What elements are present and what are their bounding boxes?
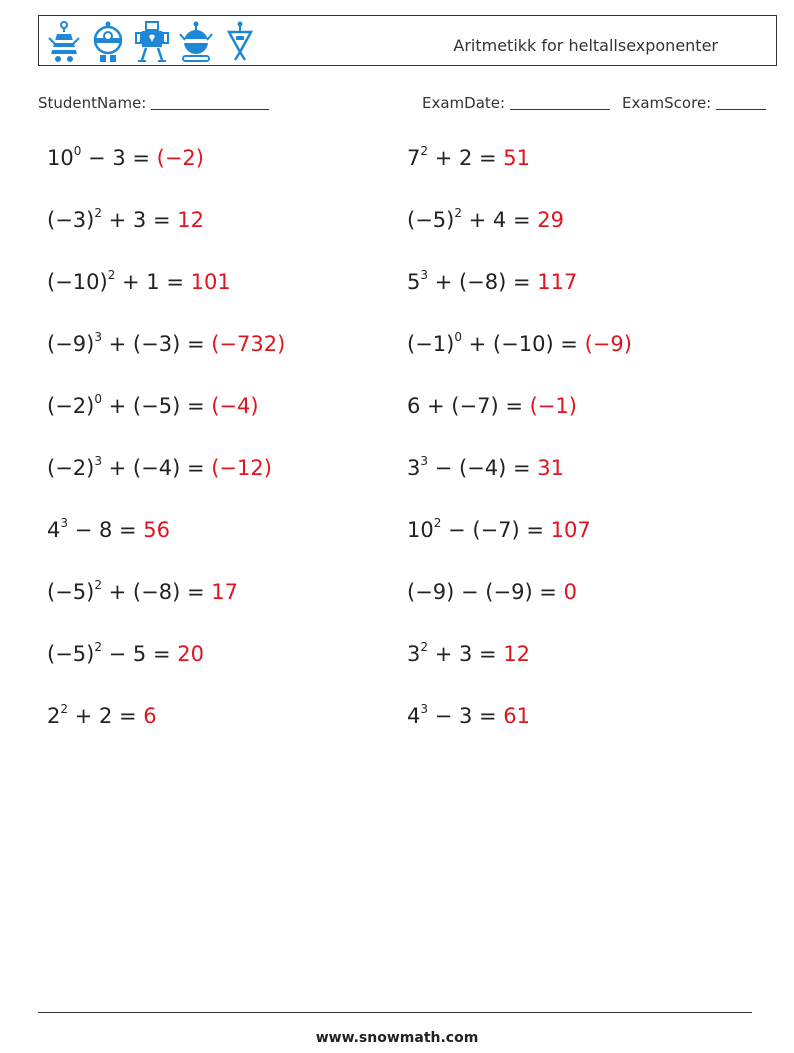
problem-exponent: 3 xyxy=(420,702,429,716)
problem-base: (−2) xyxy=(47,456,95,480)
header-box xyxy=(38,15,777,66)
problem-expression: − (−7) = xyxy=(441,518,551,542)
problem-answer: 12 xyxy=(503,642,531,666)
problem-exponent: 2 xyxy=(94,640,102,654)
robot-icon-2 xyxy=(91,20,125,64)
problem-base: 10 xyxy=(47,146,74,170)
problem-base: 4 xyxy=(407,704,421,728)
problem-answer: 20 xyxy=(177,642,204,666)
problem-base: 4 xyxy=(47,518,61,542)
problem-item xyxy=(47,456,272,480)
footer-divider xyxy=(38,1012,752,1013)
problem-answer: (−12) xyxy=(211,456,272,480)
problem-base: 5 xyxy=(407,270,421,294)
problem-answer: (−9) xyxy=(584,332,632,356)
problem-answer: 0 xyxy=(563,580,577,604)
problem-item xyxy=(47,518,170,542)
robot-icon-1 xyxy=(47,20,81,64)
problem-exponent: 0 xyxy=(73,144,82,158)
problem-answer: 61 xyxy=(503,704,531,728)
problem-item xyxy=(407,208,564,232)
problem-answer: (−4) xyxy=(211,394,259,418)
problem-expression: − 8 = xyxy=(68,518,144,542)
problem-expression: + (−8) = xyxy=(101,580,212,604)
problem-item xyxy=(47,580,238,604)
problem-exponent: 2 xyxy=(420,144,429,158)
problem-answer: 29 xyxy=(537,208,564,232)
problem-item xyxy=(407,394,577,418)
problem-exponent: 3 xyxy=(94,330,102,344)
problem-item xyxy=(407,270,577,294)
problem-exponent: 2 xyxy=(433,516,442,530)
problem-expression: + 4 = xyxy=(461,208,538,232)
problem-exponent: 3 xyxy=(420,454,429,468)
problem-answer: 31 xyxy=(537,456,564,480)
problem-exponent: 2 xyxy=(94,206,102,220)
problem-base: (−1) xyxy=(407,332,455,356)
problem-expression: + 2 = xyxy=(428,146,504,170)
problem-exponent: 0 xyxy=(454,330,462,344)
problem-base: (−5) xyxy=(47,642,95,666)
problem-base: 3 xyxy=(407,642,421,666)
problem-base: (−2) xyxy=(47,394,95,418)
problem-exponent: 0 xyxy=(94,392,102,406)
student-name-label: StudentName: xyxy=(38,94,147,112)
problem-item xyxy=(407,456,564,480)
student-name-blank[interactable] xyxy=(151,95,269,110)
problem-exponent: 2 xyxy=(420,640,429,654)
problem-expression: + (−10) = xyxy=(461,332,585,356)
worksheet-title: Aritmetikk for heltallsexponenter xyxy=(453,36,718,55)
problem-base: (−10) xyxy=(47,270,108,294)
problem-item xyxy=(407,146,530,170)
problem-item xyxy=(47,332,285,356)
problem-expression: + 3 = xyxy=(428,642,504,666)
problem-answer: 117 xyxy=(537,270,578,294)
problem-answer: 12 xyxy=(177,208,204,232)
problem-item xyxy=(47,642,204,666)
problem-base: (−9) xyxy=(47,332,95,356)
problem-expression: − 5 = xyxy=(101,642,178,666)
problem-exponent: 2 xyxy=(454,206,462,220)
problem-base: 10 xyxy=(407,518,434,542)
problem-answer: (−2) xyxy=(156,146,204,170)
problem-item xyxy=(47,208,204,232)
problem-answer: 56 xyxy=(143,518,171,542)
problem-exponent: 3 xyxy=(60,516,69,530)
robot-icon-3 xyxy=(135,20,169,64)
problem-base: (−5) xyxy=(407,208,455,232)
problem-answer: 51 xyxy=(503,146,531,170)
problem-item xyxy=(47,146,204,170)
problem-item xyxy=(407,580,577,604)
problem-base: (−9) − (−9) = xyxy=(407,580,564,604)
problem-base: 7 xyxy=(407,146,421,170)
problem-exponent: 3 xyxy=(94,454,102,468)
problem-expression: − 3 = xyxy=(428,704,504,728)
student-name-field[interactable] xyxy=(38,94,269,112)
problem-answer: 107 xyxy=(550,518,591,542)
problem-base: 2 xyxy=(47,704,61,728)
problem-exponent: 2 xyxy=(107,268,116,282)
footer-site: www.snowmath.com xyxy=(315,1030,479,1046)
problem-base: (−3) xyxy=(47,208,95,232)
problem-item xyxy=(47,394,259,418)
exam-score-field[interactable] xyxy=(622,94,766,112)
problem-exponent: 3 xyxy=(420,268,429,282)
exam-date-blank[interactable] xyxy=(510,95,610,110)
problem-expression: + 3 = xyxy=(101,208,178,232)
problem-exponent: 2 xyxy=(60,702,69,716)
exam-score-label: ExamScore: xyxy=(622,94,712,112)
problem-expression: + 1 = xyxy=(115,270,191,294)
robot-icon-5 xyxy=(223,20,257,64)
problem-answer: (−1) xyxy=(529,394,577,418)
problem-item xyxy=(407,332,632,356)
problem-item xyxy=(407,704,530,728)
problem-base: (−5) xyxy=(47,580,95,604)
exam-date-field[interactable] xyxy=(422,94,610,112)
problem-expression: + 2 = xyxy=(68,704,144,728)
robot-icon-4 xyxy=(179,20,213,64)
problem-answer: 17 xyxy=(211,580,238,604)
problem-expression: + (−5) = xyxy=(101,394,212,418)
problem-exponent: 2 xyxy=(94,578,102,592)
problem-expression: + (−8) = xyxy=(428,270,538,294)
problem-answer: 6 xyxy=(143,704,157,728)
problem-expression: − 3 = xyxy=(81,146,157,170)
problem-answer: (−732) xyxy=(211,332,286,356)
exam-score-blank[interactable] xyxy=(716,95,766,110)
problem-expression: + (−3) = xyxy=(101,332,212,356)
problem-item xyxy=(407,518,591,542)
problem-expression: − (−4) = xyxy=(428,456,538,480)
problem-base: 6 + (−7) = xyxy=(407,394,530,418)
problem-base: 3 xyxy=(407,456,421,480)
problem-answer: 101 xyxy=(190,270,231,294)
problem-item xyxy=(47,704,157,728)
problem-item xyxy=(47,270,231,294)
problem-item xyxy=(407,642,530,666)
exam-date-label: ExamDate: xyxy=(422,94,506,112)
problem-expression: + (−4) = xyxy=(101,456,212,480)
robot-icons xyxy=(47,20,257,64)
